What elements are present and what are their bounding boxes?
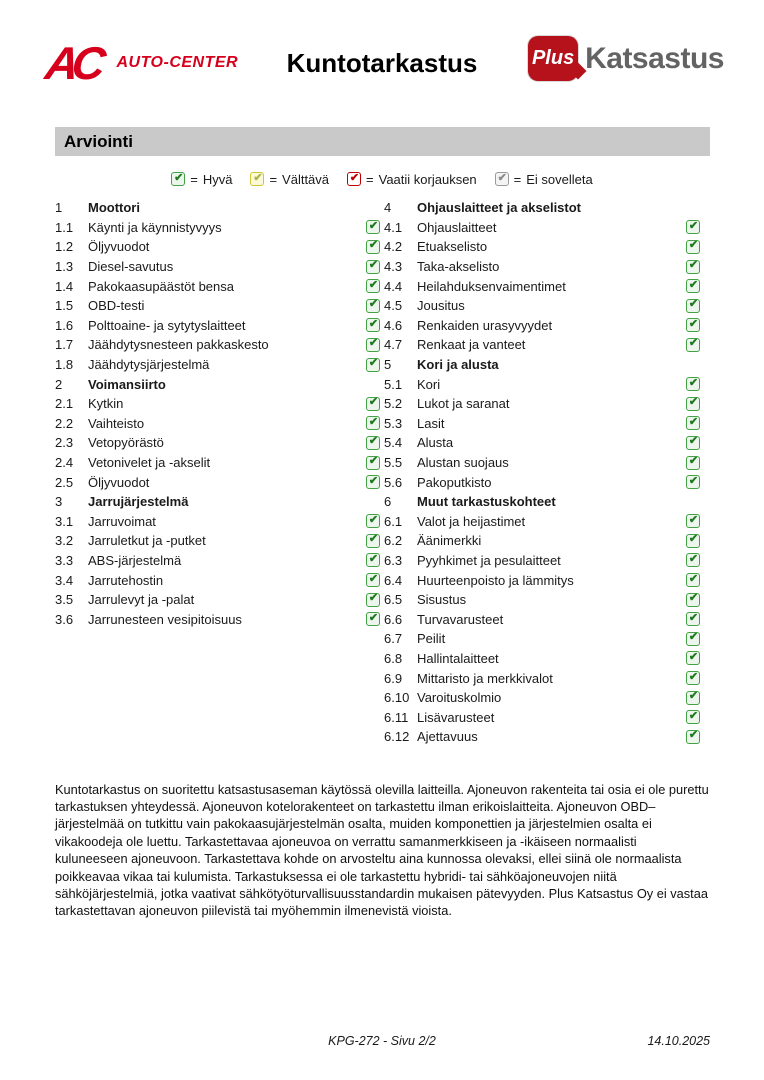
item-label: Jäähdytysnesteen pakkaskesto [88, 337, 269, 353]
item-label: Jarrutehostin [88, 572, 164, 588]
legend-item-na [495, 172, 593, 187]
item-label: Heilahduksenvaimentimet [417, 278, 566, 294]
item-row [384, 394, 700, 414]
status-slot [686, 632, 700, 646]
inspection-checklist [0, 198, 764, 747]
plus-katsastus-logo-text: Katsastus [585, 41, 724, 75]
item-label: Polttoaine- ja sytytyslaitteet [88, 317, 246, 333]
item-number: 1.3 [55, 259, 74, 275]
status-check-icon-good: ✔ [686, 534, 700, 548]
item-label: Alusta [417, 435, 454, 451]
item-number: 6.11 [384, 709, 409, 725]
item-label: Öljyvuodot [88, 239, 150, 255]
item-row [384, 570, 700, 590]
item-row [55, 276, 380, 296]
item-number: 3.4 [55, 572, 74, 588]
item-number: 1.6 [55, 317, 74, 333]
item-row [55, 414, 380, 434]
item-number: 6.7 [384, 631, 403, 647]
auto-center-logo-text: AUTO-CENTER [116, 54, 239, 71]
status-slot [366, 593, 380, 607]
item-number: 3 [55, 494, 63, 510]
plus-katsastus-logo [528, 36, 724, 81]
item-label: Taka-akselisto [417, 259, 500, 275]
item-row [55, 296, 380, 316]
status-slot [686, 318, 700, 332]
status-check-icon-good: ✔ [366, 573, 380, 587]
item-label: Lisävarusteet [417, 709, 495, 725]
status-check-icon-good: ✔ [686, 318, 700, 332]
item-number: 6.4 [384, 572, 403, 588]
item-number: 4.2 [384, 239, 403, 255]
item-row [384, 335, 700, 355]
item-row [384, 688, 700, 708]
section-row [55, 198, 380, 218]
item-number: 6.3 [384, 552, 403, 568]
legend-equals: = [513, 171, 522, 187]
item-number: 5.2 [384, 396, 403, 412]
item-row [384, 609, 700, 629]
item-number: 5.6 [384, 474, 403, 490]
status-check-icon-good: ✔ [686, 593, 700, 607]
item-row [55, 512, 380, 532]
status-check-icon-good: ✔ [686, 436, 700, 450]
item-label: Diesel-savutus [88, 259, 174, 275]
page-footer [0, 1034, 764, 1054]
status-check-icon-good: ✔ [366, 299, 380, 313]
page-title: Kuntotarkastus [286, 48, 478, 78]
legend-label: Ei sovelleta [526, 171, 593, 187]
status-check-icon-good: ✔ [686, 299, 700, 313]
item-number: 2.2 [55, 415, 74, 431]
item-number: 4.1 [384, 219, 403, 235]
item-label: Valot ja heijastimet [417, 513, 526, 529]
item-label: Ohjauslaitteet [417, 219, 497, 235]
item-row [55, 257, 380, 277]
item-label: Ajettavuus [417, 729, 478, 745]
status-slot [686, 593, 700, 607]
item-label: Lasit [417, 415, 445, 431]
item-row [384, 707, 700, 727]
status-check-icon-good: ✔ [366, 534, 380, 548]
item-label: Varoituskolmio [417, 690, 502, 706]
item-row [384, 453, 700, 473]
item-label: Äänimerkki [417, 533, 482, 549]
status-slot [366, 318, 380, 332]
status-slot [686, 416, 700, 430]
item-row [384, 472, 700, 492]
item-label: Lukot ja saranat [417, 396, 510, 412]
item-row [384, 433, 700, 453]
item-row [55, 551, 380, 571]
item-row [55, 453, 380, 473]
section-row [384, 355, 700, 375]
item-number: 1.1 [55, 219, 74, 235]
status-check-icon-good: ✔ [686, 456, 700, 470]
item-label: Jarruvoimat [88, 513, 156, 529]
status-check-icon-good: ✔ [686, 710, 700, 724]
status-check-icon-good: ✔ [686, 397, 700, 411]
status-check-icon-good: ✔ [366, 612, 380, 626]
item-label: Sisustus [417, 592, 467, 608]
item-row [384, 237, 700, 257]
item-label: Jarrunesteen vesipitoisuus [88, 611, 242, 627]
status-slot [686, 338, 700, 352]
status-check-icon-good: ✔ [686, 651, 700, 665]
status-check-icon-good: ✔ [366, 475, 380, 489]
item-label: Vetopyörästö [88, 435, 164, 451]
status-slot [366, 240, 380, 254]
status-check-icon-repair: ✔ [347, 172, 361, 186]
item-number: 6.9 [384, 670, 403, 686]
legend-item-fair [250, 172, 329, 187]
item-number: 2.5 [55, 474, 74, 490]
legend-equals: = [190, 171, 198, 187]
item-row [55, 590, 380, 610]
status-slot [686, 671, 700, 685]
item-number: 6.10 [384, 690, 410, 706]
item-label: Jarruletkut ja -putket [88, 533, 206, 549]
status-check-icon-good: ✔ [686, 573, 700, 587]
status-slot [366, 534, 380, 548]
status-slot [686, 691, 700, 705]
item-number: 3.1 [55, 513, 74, 529]
status-check-icon-good: ✔ [686, 338, 700, 352]
status-slot [366, 436, 380, 450]
status-check-icon-good: ✔ [366, 593, 380, 607]
disclaimer-text: Kuntotarkastus on suoritettu katsastusaseman käytössä olevilla laitteilla. Ajoneuvon rakenteita tai osia ei ole purettu tarkastuksen yhteydessä. Ajoneuvon kotelorakenteet on tarkastettu ilman erikoislaitteita. Ajoneuvon OBD–järjestelmää on tutkittu vain pakokaasujärjestelmän osalta, muiden komponettien ja järjestelmien osalta ei vikakoodeja ole luettu. Tarkastettavaa ajoneuvoa on verrattu samanmerkkiseen ja -ikäiseen normaalisti kuluneeseen ajoneuvoon. Tarkastettava kohde on arvosteltu aina kunnossa olevaksi, ellei siinä ole normaalista poikkeavaa vikaa tai kulumista. Tarkastuksessa ei ole tarkastettu hybridi- tai sähköajoneuvojen niitä sähköjärjestelmiä, jotka vaativat sähkötyöturvallisuusstandardin mukaisen pätevyyden. Plus Katsastus Oy ei vastaa tarkastettavan ajoneuvon piilevistä tai myöhemmin ilmenevistä vioista. [55, 781, 709, 919]
item-label: Etuakselisto [417, 239, 488, 255]
status-slot [366, 279, 380, 293]
report-header [0, 0, 764, 127]
item-number: 2.1 [55, 396, 74, 412]
item-number: 2.3 [55, 435, 74, 451]
status-slot [686, 220, 700, 234]
item-row [384, 531, 700, 551]
status-slot [686, 651, 700, 665]
status-check-icon-good: ✔ [686, 632, 700, 646]
item-label: Hallintalaitteet [417, 650, 499, 666]
status-check-icon-good: ✔ [686, 514, 700, 528]
status-slot [686, 730, 700, 744]
legend-item-repair [347, 172, 477, 187]
item-label: Renkaiden urasyvyydet [417, 317, 553, 333]
item-row [384, 512, 700, 532]
footer-plate-page: KPG-272 - Sivu 2/2 [328, 1034, 436, 1048]
item-number: 3.2 [55, 533, 74, 549]
section-title: Ohjauslaitteet ja akselistot [417, 200, 582, 216]
status-slot [366, 514, 380, 528]
item-label: Jarrulevyt ja -palat [88, 592, 195, 608]
status-slot [366, 475, 380, 489]
item-label: OBD-testi [88, 298, 145, 314]
status-slot [686, 240, 700, 254]
status-check-icon-good: ✔ [686, 416, 700, 430]
status-slot [366, 612, 380, 626]
item-row [55, 609, 380, 629]
legend-item-good [171, 172, 232, 187]
item-label: Jäähdytysjärjestelmä [88, 357, 210, 373]
item-row [55, 570, 380, 590]
item-label: ABS-järjestelmä [88, 552, 182, 568]
item-row [384, 629, 700, 649]
item-row [55, 355, 380, 375]
status-check-icon-good: ✔ [366, 456, 380, 470]
item-number: 3.3 [55, 552, 74, 568]
status-check-icon-good: ✔ [366, 279, 380, 293]
status-slot [686, 553, 700, 567]
item-label: Pakokaasupäästöt bensa [88, 278, 234, 294]
status-check-icon-good: ✔ [366, 358, 380, 372]
item-number: 5.5 [384, 455, 403, 471]
item-number: 6.2 [384, 533, 403, 549]
item-label: Vaihteisto [88, 415, 145, 431]
item-label: Käynti ja käynnistyvyys [88, 219, 222, 235]
status-slot [366, 397, 380, 411]
status-slot [686, 299, 700, 313]
item-label: Jousitus [417, 298, 465, 314]
section-row [384, 198, 700, 218]
status-check-icon-good: ✔ [686, 260, 700, 274]
plus-badge-text: Plus [531, 47, 575, 69]
status-check-icon-good: ✔ [686, 691, 700, 705]
section-title: Voimansiirto [88, 376, 166, 392]
item-row [55, 433, 380, 453]
item-label: Pyyhkimet ja pesulaitteet [417, 552, 561, 568]
item-label: Alustan suojaus [417, 455, 509, 471]
item-row [384, 414, 700, 434]
status-slot [686, 573, 700, 587]
section-row [55, 492, 380, 512]
status-slot [366, 299, 380, 313]
status-slot [686, 710, 700, 724]
status-check-icon-good: ✔ [366, 240, 380, 254]
item-row [384, 668, 700, 688]
legend-label: Hyvä [202, 171, 233, 187]
status-slot [686, 456, 700, 470]
status-slot [686, 514, 700, 528]
item-row [55, 237, 380, 257]
item-row [55, 335, 380, 355]
section-title: Moottori [88, 200, 140, 216]
item-number: 4.7 [384, 337, 403, 353]
item-row [384, 551, 700, 571]
legend [0, 169, 764, 189]
status-slot [366, 338, 380, 352]
item-row [384, 727, 700, 747]
legend-equals: = [269, 171, 278, 187]
item-number: 3.6 [55, 611, 74, 627]
status-slot [686, 377, 700, 391]
status-slot [686, 436, 700, 450]
plus-badge-icon [528, 36, 578, 81]
status-slot [686, 534, 700, 548]
item-label: Mittaristo ja merkkivalot [417, 670, 553, 686]
item-row [384, 649, 700, 669]
item-number: 1.7 [55, 337, 74, 353]
item-label: Pakoputkisto [417, 474, 492, 490]
item-label: Vetonivelet ja -akselit [88, 455, 211, 471]
item-number: 3.5 [55, 592, 74, 608]
status-slot [686, 612, 700, 626]
status-check-icon-good: ✔ [686, 553, 700, 567]
footer-date: 14.10.2025 [647, 1034, 710, 1048]
item-number: 6.6 [384, 611, 403, 627]
item-number: 6.1 [384, 513, 403, 529]
status-check-icon-good: ✔ [686, 671, 700, 685]
status-check-icon-fair: ✔ [250, 172, 264, 186]
status-check-icon-good: ✔ [366, 220, 380, 234]
item-row [384, 276, 700, 296]
item-row [55, 472, 380, 492]
item-row [55, 531, 380, 551]
status-check-icon-na: ✔ [495, 172, 509, 186]
status-slot [686, 279, 700, 293]
status-check-icon-good: ✔ [366, 436, 380, 450]
item-row [55, 394, 380, 414]
section-title: Muut tarkastuskohteet [417, 494, 556, 510]
item-row [384, 590, 700, 610]
status-check-icon-good: ✔ [366, 397, 380, 411]
item-number: 5.4 [384, 435, 403, 451]
status-slot [366, 573, 380, 587]
item-label: Kytkin [88, 396, 124, 412]
item-row [384, 316, 700, 336]
item-number: 6.5 [384, 592, 403, 608]
item-row [384, 218, 700, 238]
status-slot [366, 358, 380, 372]
legend-label: Vaatii korjauksen [378, 171, 477, 187]
item-row [384, 257, 700, 277]
item-row [55, 218, 380, 238]
status-check-icon-good: ✔ [686, 377, 700, 391]
item-label: Kori [417, 376, 441, 392]
status-check-icon-good: ✔ [686, 730, 700, 744]
status-slot [366, 260, 380, 274]
item-number: 2.4 [55, 455, 74, 471]
section-header-arviointi: Arviointi [55, 127, 710, 156]
item-number: 1.5 [55, 298, 74, 314]
status-check-icon-good: ✔ [366, 416, 380, 430]
item-label: Turvavarusteet [417, 611, 504, 627]
item-row [55, 316, 380, 336]
status-slot [686, 397, 700, 411]
item-number: 4 [384, 200, 392, 216]
section-row [384, 492, 700, 512]
status-check-icon-good: ✔ [686, 612, 700, 626]
item-number: 4.5 [384, 298, 403, 314]
item-number: 4.4 [384, 278, 403, 294]
item-number: 1 [55, 200, 63, 216]
item-number: 6.8 [384, 650, 403, 666]
item-label: Renkaat ja vanteet [417, 337, 526, 353]
item-number: 2 [55, 376, 63, 392]
legend-equals: = [366, 171, 374, 187]
legend-label: Välttävä [282, 171, 330, 187]
item-label: Huurteenpoisto ja lämmitys [417, 572, 574, 588]
status-slot [366, 553, 380, 567]
item-row [384, 374, 700, 394]
status-check-icon-good: ✔ [366, 318, 380, 332]
auto-center-logo-icon: AC [42, 37, 103, 89]
status-slot [366, 456, 380, 470]
status-check-icon-good: ✔ [686, 220, 700, 234]
checklist-column-left [55, 198, 380, 629]
section-title: Jarrujärjestelmä [88, 494, 189, 510]
item-number: 1.8 [55, 357, 74, 373]
status-slot [686, 475, 700, 489]
item-label: Öljyvuodot [88, 474, 150, 490]
item-number: 5 [384, 357, 392, 373]
section-title: Kori ja alusta [417, 357, 499, 373]
item-number: 6.12 [384, 729, 410, 745]
item-number: 1.4 [55, 278, 74, 294]
item-number: 5.1 [384, 376, 403, 392]
item-number: 5.3 [384, 415, 403, 431]
status-check-icon-good: ✔ [686, 240, 700, 254]
status-check-icon-good: ✔ [366, 260, 380, 274]
item-number: 6 [384, 494, 392, 510]
item-number: 4.6 [384, 317, 403, 333]
status-check-icon-good: ✔ [686, 279, 700, 293]
status-check-icon-good: ✔ [366, 553, 380, 567]
status-check-icon-good: ✔ [171, 172, 185, 186]
checklist-column-right [384, 198, 700, 747]
status-slot [366, 220, 380, 234]
status-check-icon-good: ✔ [366, 514, 380, 528]
status-check-icon-good: ✔ [686, 475, 700, 489]
status-check-icon-good: ✔ [366, 338, 380, 352]
item-number: 1.2 [55, 239, 74, 255]
item-number: 4.3 [384, 259, 403, 275]
section-row [55, 374, 380, 394]
item-row [384, 296, 700, 316]
status-slot [686, 260, 700, 274]
item-label: Peilit [417, 631, 446, 647]
status-slot [366, 416, 380, 430]
